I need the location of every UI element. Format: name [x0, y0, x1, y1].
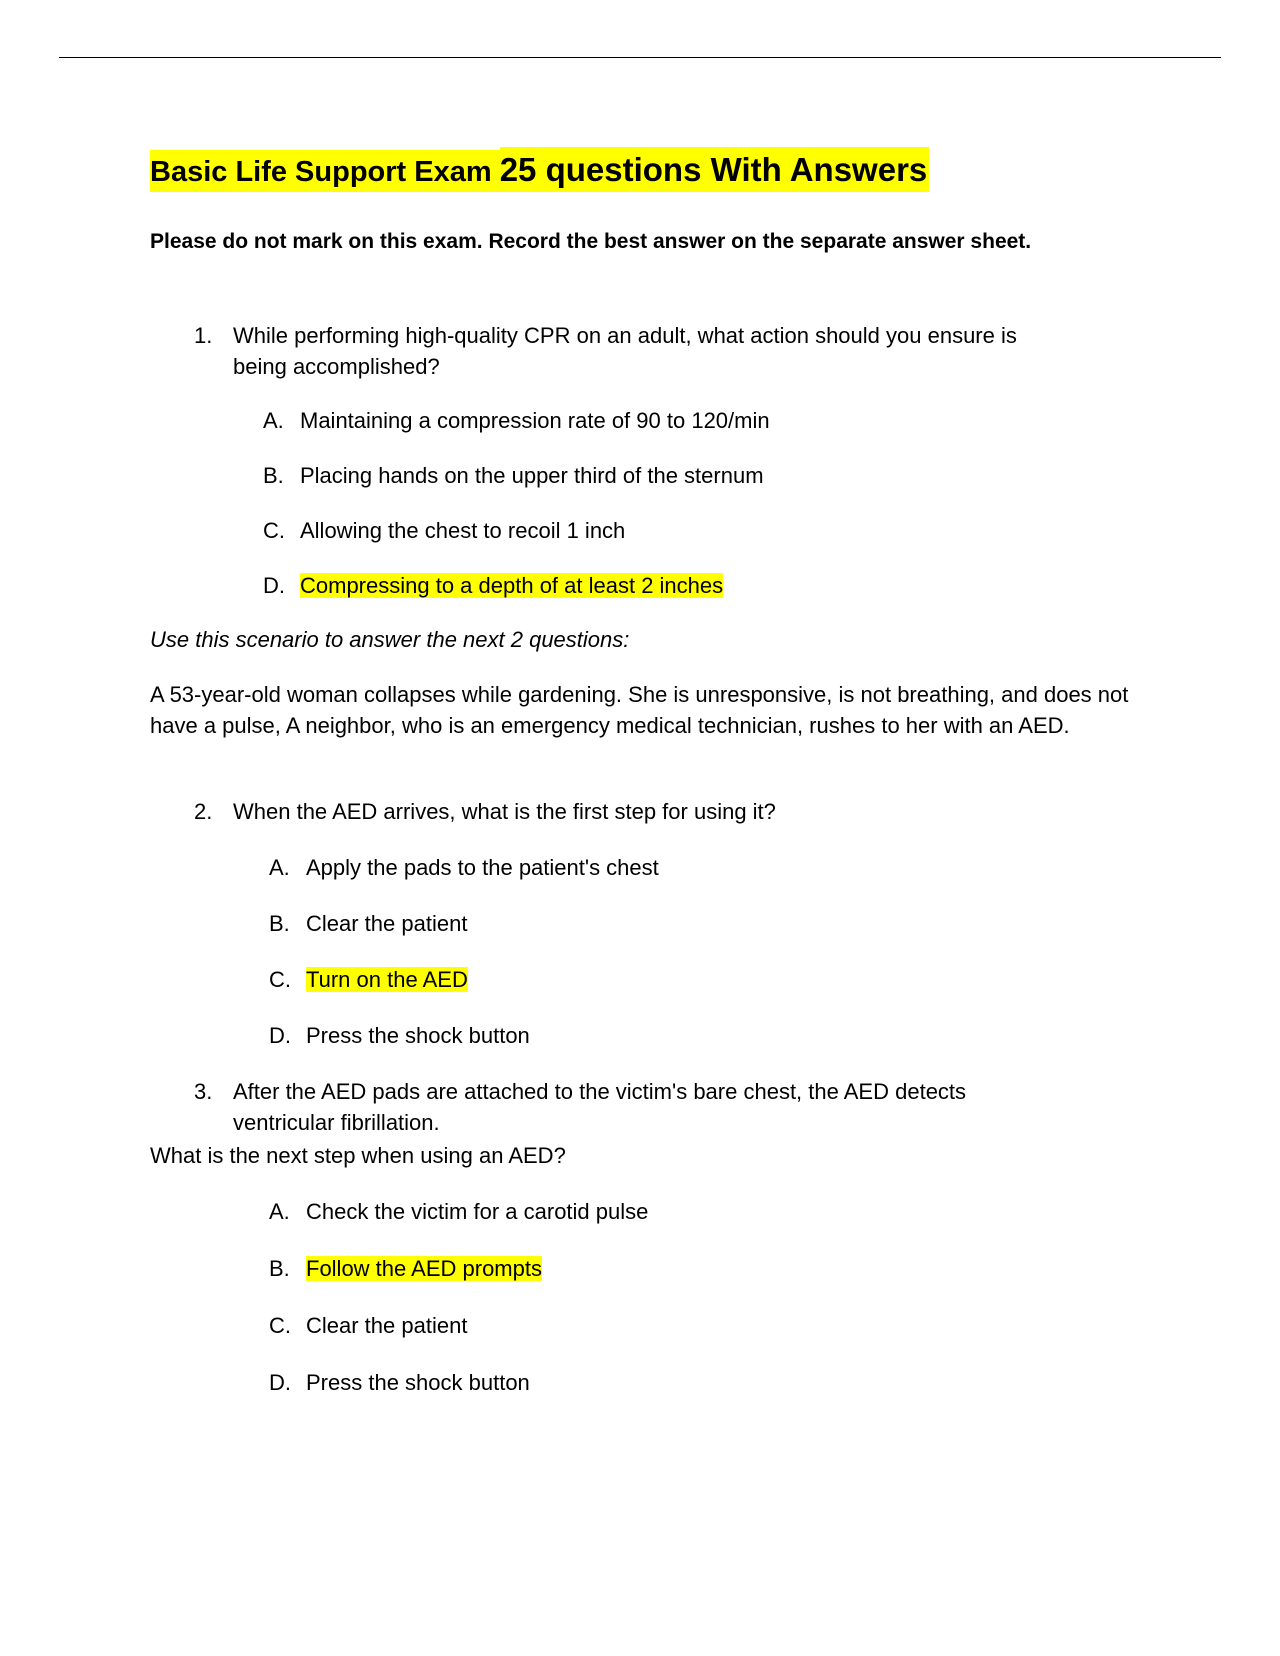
question-3-continuation: What is the next step when using an AED? — [150, 1143, 566, 1168]
option-letter: D. — [269, 1370, 291, 1395]
question-2-option-d — [269, 1020, 530, 1051]
scenario-intro: Use this scenario to answer the next 2 questions: — [150, 627, 630, 652]
question-1-option-b — [263, 460, 764, 491]
exam-title — [150, 150, 1150, 190]
exam-title-part2: 25 questions With Answers — [500, 147, 930, 192]
question-3-option-b — [269, 1253, 542, 1284]
question-3-option-a — [269, 1196, 648, 1227]
option-letter: C. — [269, 1313, 291, 1338]
scenario-text: A 53-year-old woman collapses while gardening. She is unresponsive, is not breathing, and does not have a pulse, A neighbor, who is an emergency medical technician, rushes to her with an AED. — [150, 682, 1129, 738]
question-1-text: While performing high-quality CPR on an adult, what action should you ensure is being accomplished? — [233, 323, 1017, 379]
option-text-correct-answer: Compressing to a depth of at least 2 inches — [300, 573, 724, 598]
question-1-option-a — [263, 405, 770, 436]
exam-instructions: Please do not mark on this exam. Record the best answer on the separate answer sheet. — [150, 230, 1032, 253]
question-3-number: 3. — [194, 1079, 213, 1104]
exam-title-part1: Basic Life Support Exam — [150, 150, 500, 192]
option-letter: D. — [263, 573, 285, 598]
question-2-number: 2. — [194, 799, 213, 824]
option-text: Placing hands on the upper third of the sternum — [300, 463, 764, 488]
question-2-option-a — [269, 852, 659, 883]
option-text: Clear the patient — [306, 1313, 468, 1338]
option-letter: A. — [269, 1199, 290, 1224]
header-rule — [59, 57, 1221, 58]
question-3-text: After the AED pads are attached to the victim's bare chest, the AED detects ventricular fibrillation. — [233, 1079, 967, 1135]
question-2-text: When the AED arrives, what is the first step for using it? — [233, 799, 776, 824]
question-2-option-c — [269, 964, 468, 995]
option-letter: D. — [269, 1023, 291, 1048]
option-text: Apply the pads to the patient's chest — [306, 855, 659, 880]
question-2-option-b — [269, 908, 467, 939]
option-letter: B. — [269, 1256, 290, 1281]
question-1-option-d — [263, 570, 723, 601]
option-letter: A. — [269, 855, 290, 880]
option-text: Clear the patient — [306, 911, 468, 936]
option-letter: B. — [263, 463, 284, 488]
option-letter: A. — [263, 408, 284, 433]
option-letter: C. — [269, 967, 291, 992]
question-1-number: 1. — [194, 323, 213, 348]
option-text: Press the shock button — [306, 1370, 530, 1395]
option-text-correct-answer: Turn on the AED — [306, 967, 468, 992]
option-letter: C. — [263, 518, 285, 543]
option-text: Check the victim for a carotid pulse — [306, 1199, 649, 1224]
question-3-option-c — [269, 1310, 467, 1341]
exam-document — [150, 150, 1150, 1395]
option-text: Press the shock button — [306, 1023, 530, 1048]
option-text: Allowing the chest to recoil 1 inch — [300, 518, 626, 543]
option-letter: B. — [269, 911, 290, 936]
option-text-correct-answer: Follow the AED prompts — [306, 1256, 542, 1281]
question-1-option-c — [263, 515, 625, 546]
option-text: Maintaining a compression rate of 90 to 120/min — [300, 408, 770, 433]
question-3-option-d — [269, 1367, 530, 1398]
